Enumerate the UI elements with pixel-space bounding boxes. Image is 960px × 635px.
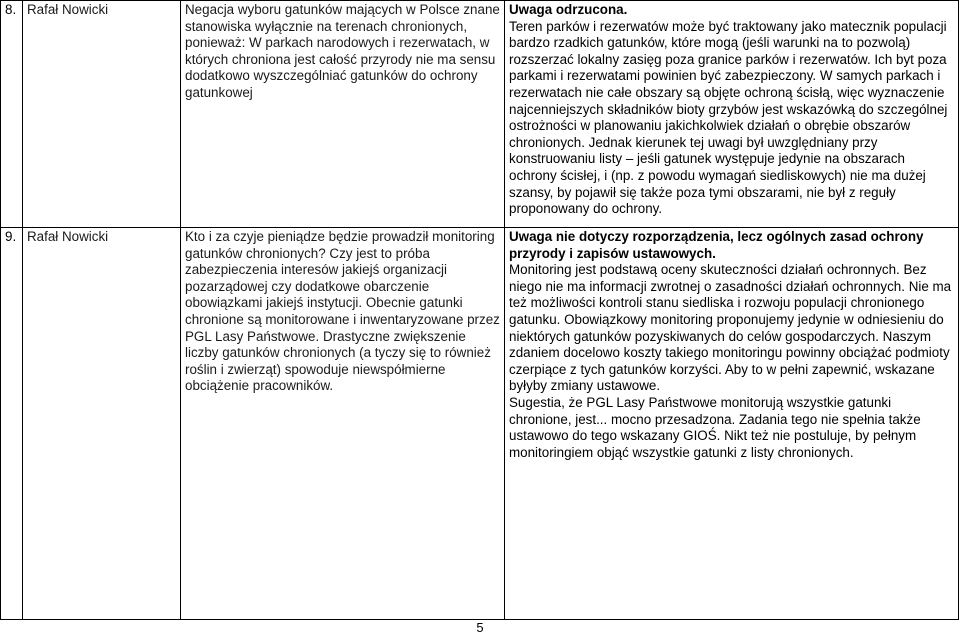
author-name: Rafał Nowicki (27, 2, 109, 17)
author-name: Rafał Nowicki (27, 229, 109, 244)
author-cell (23, 228, 181, 620)
response-paragraph: Teren parków i rezerwatów może być traktowany jako matecznik populacji bardzo rzadkich gatunków, które mogą (jeśli warunki na to pozwolą) rozszerzać lokalny zasięg poza granice parków i rezerwatów. Ich byt poza parkami i rezerwatami powinien być zabezpieczony. W samych parkach i rezerwatach nie całe obszary są objęte ochroną ścisłą, więc wyznaczenie najcenniejszych składników bioty grzybów jest wskazówką do szczególnej ostrożności w planowaniu jakichkolwiek działań o obrębie obszarów chronionych. Jednak kierunek tej uwagi był uwzględniany przy konstruowaniu listy – jeśli gatunek występuje jedynie na obszarach ochrony ścisłej, i (np. z powodu wymagań siedliskowych) nie ma dużej szansy, by pojawił się także poza tymi obszarami, nie był z reguły proponowany do ochrony. (509, 18, 948, 217)
response-heading: Uwaga odrzucona. (509, 2, 628, 17)
author-cell (23, 1, 181, 228)
response-paragraph: Monitoring jest podstawą oceny skuteczności działań ochronnych. Bez niego nie ma informacji zwrotnej o zasadności działań ochronnych. Nie ma też możliwości kontroli stanu siedliska i rozwoju populacji chronionego gatunku. Obowiązkowy monitoring proponujemy jedynie w odniesieniu do niektórych gatunków pozyskiwanych do celów gospodarczych. Naszym zdaniem docelowo koszty takiego monitoringu powinny obciążać podmioty czerpiące z tych gatunków korzyści. Aby to w pełni zapewnić, wskazane byłyby zmiany ustawowe. (509, 262, 952, 394)
row-number: 8. (5, 2, 17, 17)
comment-cell (181, 228, 505, 620)
response-cell (505, 1, 959, 228)
response-cell (505, 228, 959, 620)
row-number: 9. (5, 229, 17, 244)
response-paragraph: Sugestia, że PGL Lasy Państwowe monitorują wszystkie gatunki chronione, jest... mocno przesadzona. Zadania tego nie spełnia także ustawowo do tego wskazany GIOŚ. Nikt też nie postuluje, by pełnym monitoringiem objąć wszystkie gatunki z listy chronionych. (509, 394, 921, 460)
comment-text: Kto i za czyje pieniądze będzie prowadził monitoring gatunków chronionych? Czy jest to próba zabezpieczenia interesów jakiejś organizacji pozarządowej czy dodatkowe obarczenie obowiązkami jakiejś instytucji. Obecnie gatunki chronione są monitorowane i inwentaryzowane przez PGL Lasy Państwowe. Drastyczne zwiększenie liczby gatunków chronionych (a tyczy się to również roślin i zwierząt) spowoduje niewspółmierne obciążenie pracowników. (185, 229, 500, 394)
table-row (1, 228, 959, 620)
response-heading: Uwaga nie dotyczy rozporządzenia, lecz ogólnych zasad ochrony przyrody i zapisów ustawowych. (509, 229, 924, 261)
comment-cell (181, 1, 505, 228)
comment-text: Negacja wyboru gatunków mających w Polsce znane stanowiska wyłącznie na terenach chronionych, ponieważ: W parkach narodowych i rezerwatach, w których chroniona jest całość przyrody nie ma sensu dodatkowo wyszczególniać gatunków do ochrony gatunkowej (185, 2, 500, 100)
page-number: 5 (476, 620, 484, 635)
table-row (1, 1, 959, 228)
row-number-cell (1, 1, 23, 228)
row-number-cell (1, 228, 23, 620)
